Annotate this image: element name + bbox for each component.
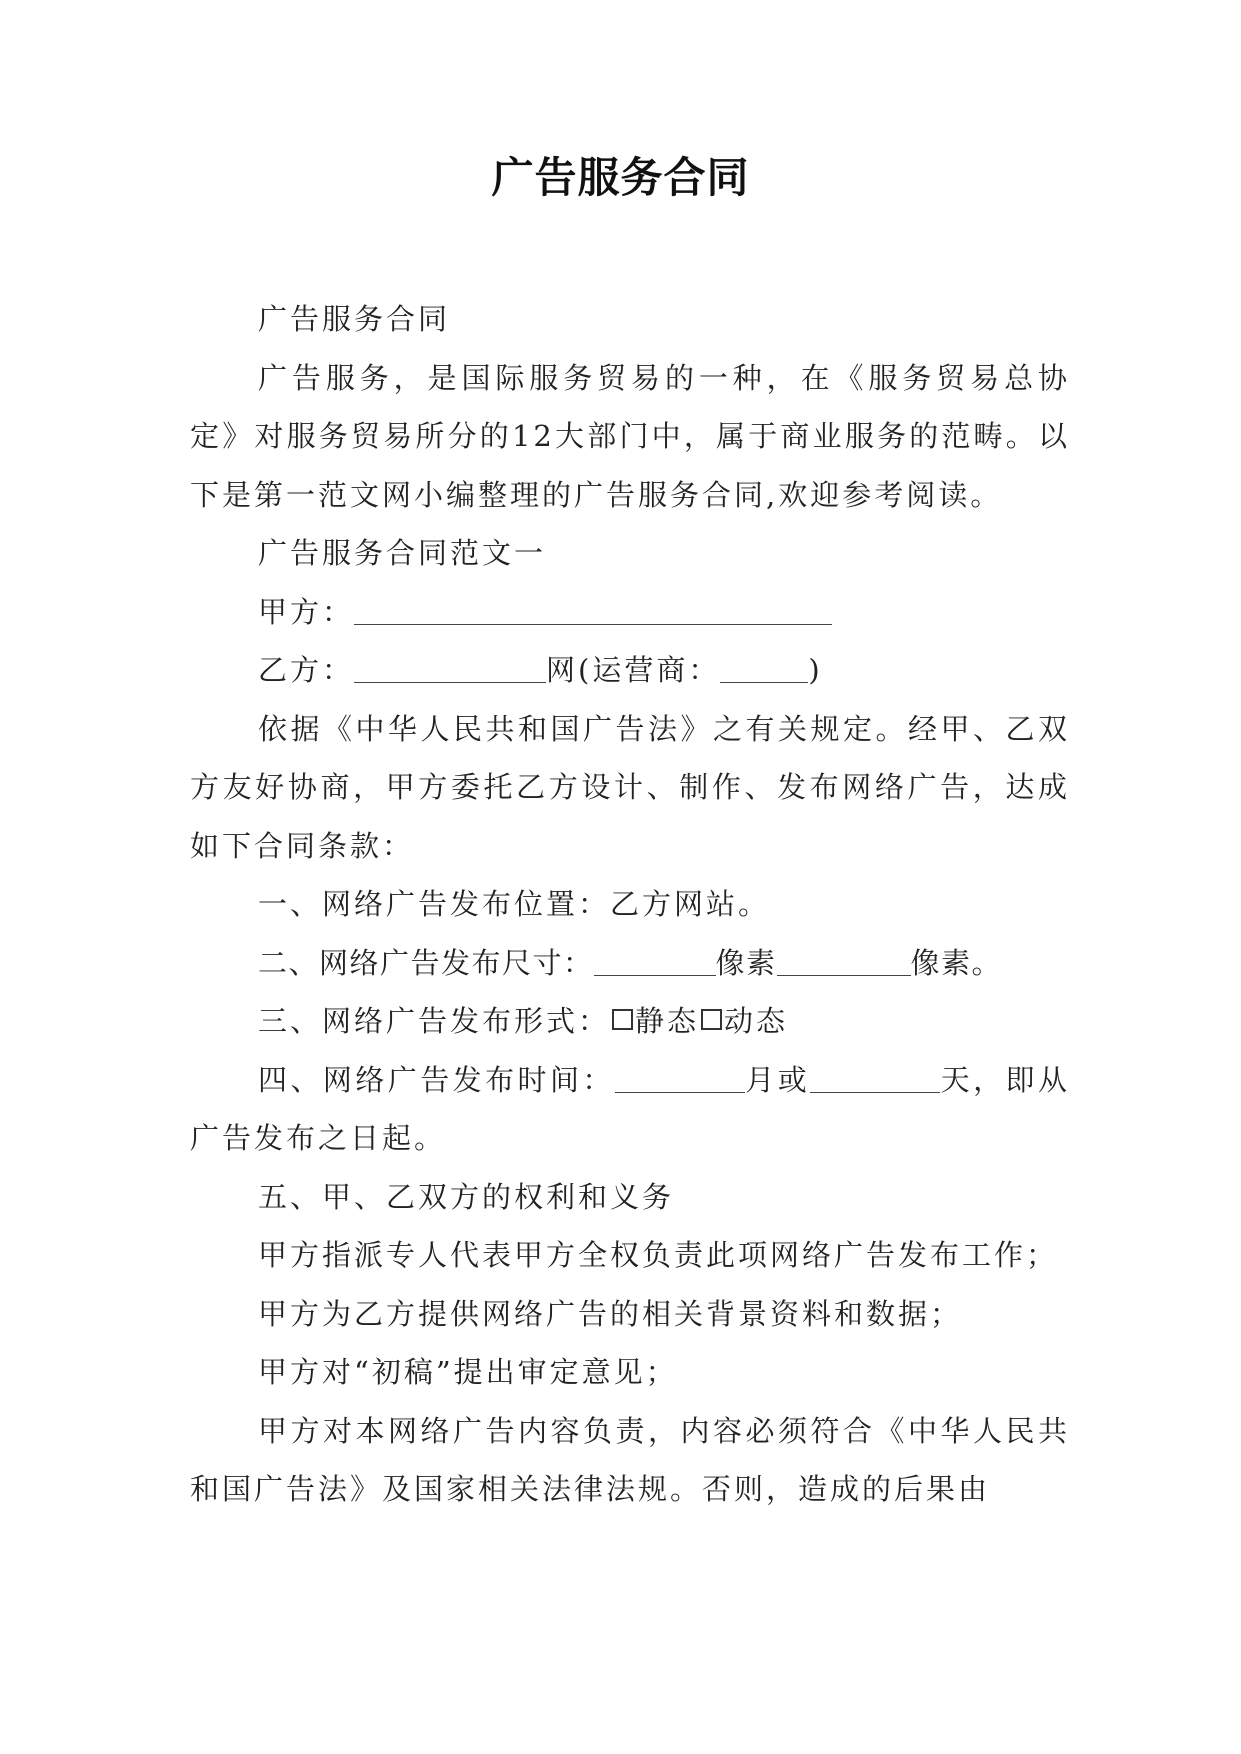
clause-3-label: 三、网络广告发布形式： <box>258 1004 611 1038</box>
paragraph-agreement-basis: 依据《中华人民共和国广告法》之有关规定。经甲、乙双方友好协商，甲方委托乙方设计、制作、发布网络广告，达成如下合同条款： <box>190 711 1070 863</box>
height-pixels-blank[interactable] <box>777 945 911 976</box>
clause-2-unit-2: 像素。 <box>910 945 1003 980</box>
width-pixels-blank[interactable] <box>594 945 716 976</box>
dynamic-checkbox[interactable] <box>701 1009 722 1030</box>
clause-4-or: 月或 <box>744 1062 811 1097</box>
party-a-duty-2: 甲方为乙方提供网络广告的相关背景资料和数据； <box>258 1296 963 1331</box>
clause-5-heading: 五、甲、乙双方的权利和义务 <box>258 1179 675 1214</box>
document-title: 广告服务合同 <box>491 153 750 202</box>
clause-4-label: 四、网络广告发布时间： <box>258 1062 615 1097</box>
static-checkbox[interactable] <box>612 1009 633 1030</box>
clause-1: 一、网络广告发布位置：乙方网站。 <box>258 887 771 921</box>
party-a-label: 甲方： <box>258 594 355 629</box>
paragraph-heading: 广告服务合同 <box>258 302 451 336</box>
clause-4-tail: 天，即从广告发布之日起。 <box>190 1062 1070 1155</box>
party-b-close: ) <box>808 653 823 687</box>
party-b-operator-label: 网(运营商： <box>546 653 721 687</box>
party-a-line <box>190 583 1070 642</box>
days-blank[interactable] <box>810 1062 940 1093</box>
operator-blank[interactable] <box>720 652 808 683</box>
clause-2-unit-1: 像素 <box>715 945 777 980</box>
clause-4 <box>190 1051 1070 1168</box>
months-blank[interactable] <box>615 1062 745 1093</box>
paragraph-intro: 广告服务，是国际服务贸易的一种，在《服务贸易总协定》对服务贸易所分的12大部门中，属于商业服务的范畴。以下是第一范文网小编整理的广告服务合同,欢迎参考阅读。 <box>190 360 1070 512</box>
clause-2-label: 二、网络广告发布尺寸： <box>258 945 594 980</box>
party-a-blank[interactable] <box>354 594 832 625</box>
party-a-duty-1: 甲方指派专人代表甲方全权负责此项网络广告发布工作； <box>258 1238 1059 1272</box>
document-body <box>190 290 1070 1519</box>
party-a-duty-3: 甲方对“初稿”提出审定意见； <box>258 1355 678 1389</box>
dynamic-option-label: 动态 <box>724 1004 789 1038</box>
clause-2 <box>190 934 1070 993</box>
party-a-duty-4: 甲方对本网络广告内容负责，内容必须符合《中华人民共和国广告法》及国家相关法律法规。否则，造成的后果由 <box>190 1413 1070 1506</box>
paragraph-sample-heading: 广告服务合同范文一 <box>258 536 547 570</box>
clause-3 <box>190 992 1070 1051</box>
static-option-label: 静态 <box>635 1004 700 1038</box>
party-b-label: 乙方： <box>258 653 355 687</box>
party-b-blank[interactable] <box>354 652 546 683</box>
party-b-line <box>190 641 1070 700</box>
